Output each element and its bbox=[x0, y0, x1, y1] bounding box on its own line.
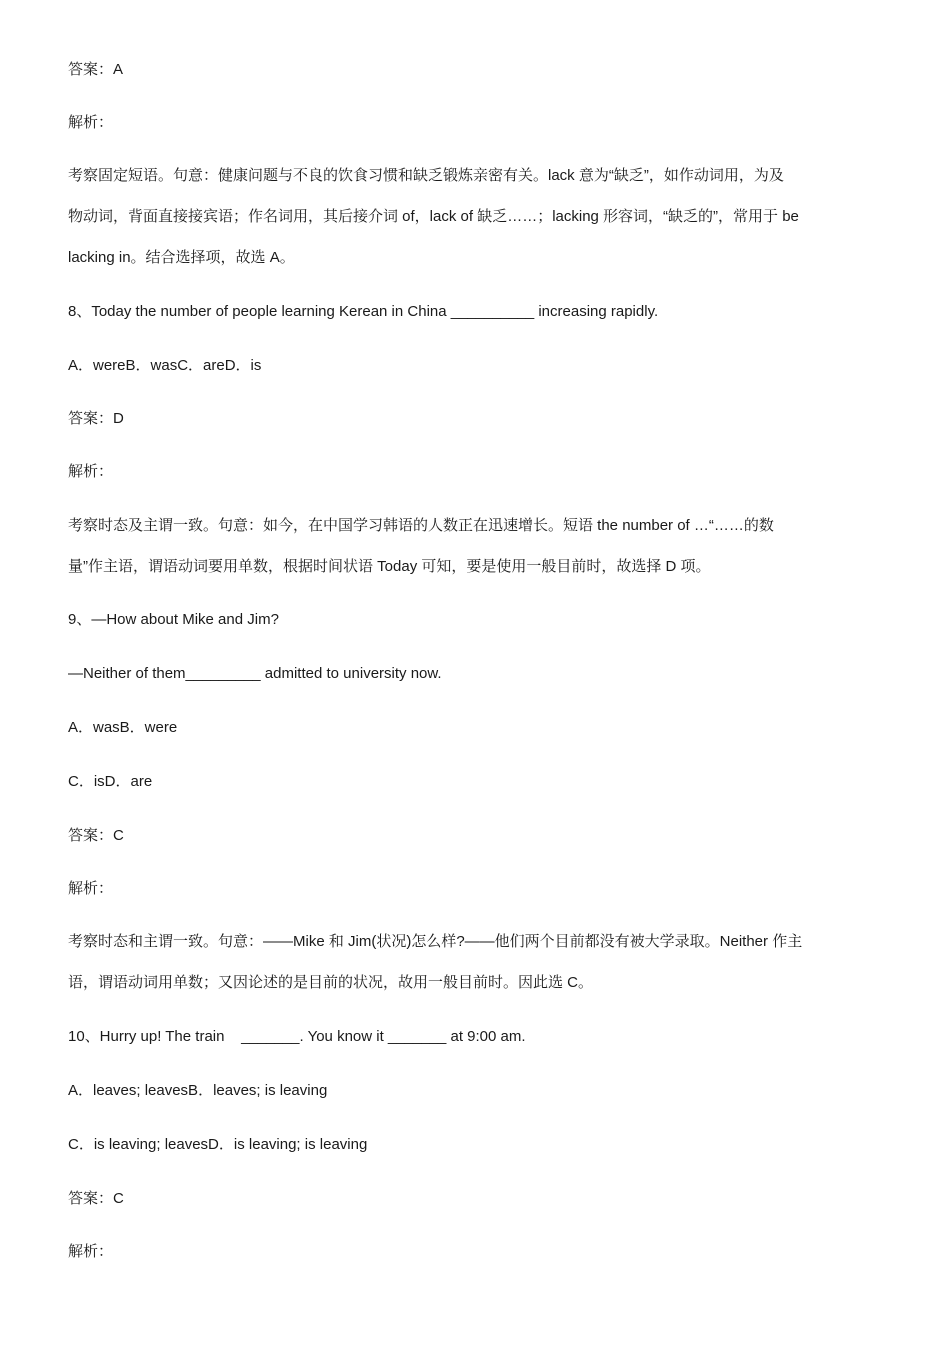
q7-analysis-line-3: lacking in。结合选择项，故选 A。 bbox=[68, 249, 295, 266]
q9-analysis-label: 解析： bbox=[68, 880, 114, 897]
q9-options-line-2: C．isD．are bbox=[68, 773, 153, 790]
q9-analysis-line-1: 考察时态和主谓一致。句意：——Mike 和 Jim(状况)怎么样?——他们两个目前都没有被大学录取。Neither 作主 bbox=[68, 933, 803, 950]
q8-answer: 答案：D bbox=[68, 410, 124, 427]
q7-analysis-line-1: 考察固定短语。句意：健康问题与不良的饮食习惯和缺乏锻炼亲密有关。lack 意为“缺乏”，如作动词用，为及 bbox=[68, 167, 784, 184]
q10-question: 10、Hurry up! The train _______. You know it _______ at 9:00 am. bbox=[68, 1028, 526, 1045]
q8-options: A．wereB．wasC．areD．is bbox=[68, 357, 262, 374]
q9-analysis-line-2: 语，谓语动词用单数；又因论述的是目前的状况，故用一般目前时。因此选 C。 bbox=[68, 974, 594, 991]
q9-question-line-1: 9、—How about Mike and Jim? bbox=[68, 611, 279, 628]
q7-analysis-line-2: 物动词，背面直接接宾语；作名词用，其后接介词 of，lack of 缺乏……；lacking 形容词，“缺乏的”，常用于 be bbox=[68, 208, 799, 225]
q7-analysis bbox=[68, 155, 886, 278]
q8-analysis-label: 解析： bbox=[68, 463, 114, 480]
q10-options-line-2: C．is leaving; leavesD．is leaving; is leaving bbox=[68, 1136, 368, 1153]
q10-options-line-1: A．leaves; leavesB．leaves; is leaving bbox=[68, 1082, 328, 1099]
q9-answer: 答案：C bbox=[68, 827, 124, 844]
q9-options-line-1: A．wasB．were bbox=[68, 719, 178, 736]
q8-analysis-line-2: 量”作主语，谓语动词要用单数，根据时间状语 Today 可知，要是使用一般目前时，故选择 D 项。 bbox=[68, 558, 711, 575]
q7-analysis-label: 解析： bbox=[68, 114, 114, 131]
q8-analysis bbox=[68, 505, 886, 587]
q10-analysis-label: 解析： bbox=[68, 1243, 114, 1260]
q8-question: 8、Today the number of people learning Kerean in China __________ increasing rapidly. bbox=[68, 303, 659, 320]
q8-analysis-line-1: 考察时态及主谓一致。句意：如今，在中国学习韩语的人数正在迅速增长。短语 the number of …“……的数 bbox=[68, 517, 774, 534]
q9-question-line-2: —Neither of them_________ admitted to university now. bbox=[68, 665, 442, 682]
q7-answer: 答案：A bbox=[68, 61, 124, 78]
q10-answer: 答案：C bbox=[68, 1190, 124, 1207]
q9-analysis bbox=[68, 921, 886, 1003]
